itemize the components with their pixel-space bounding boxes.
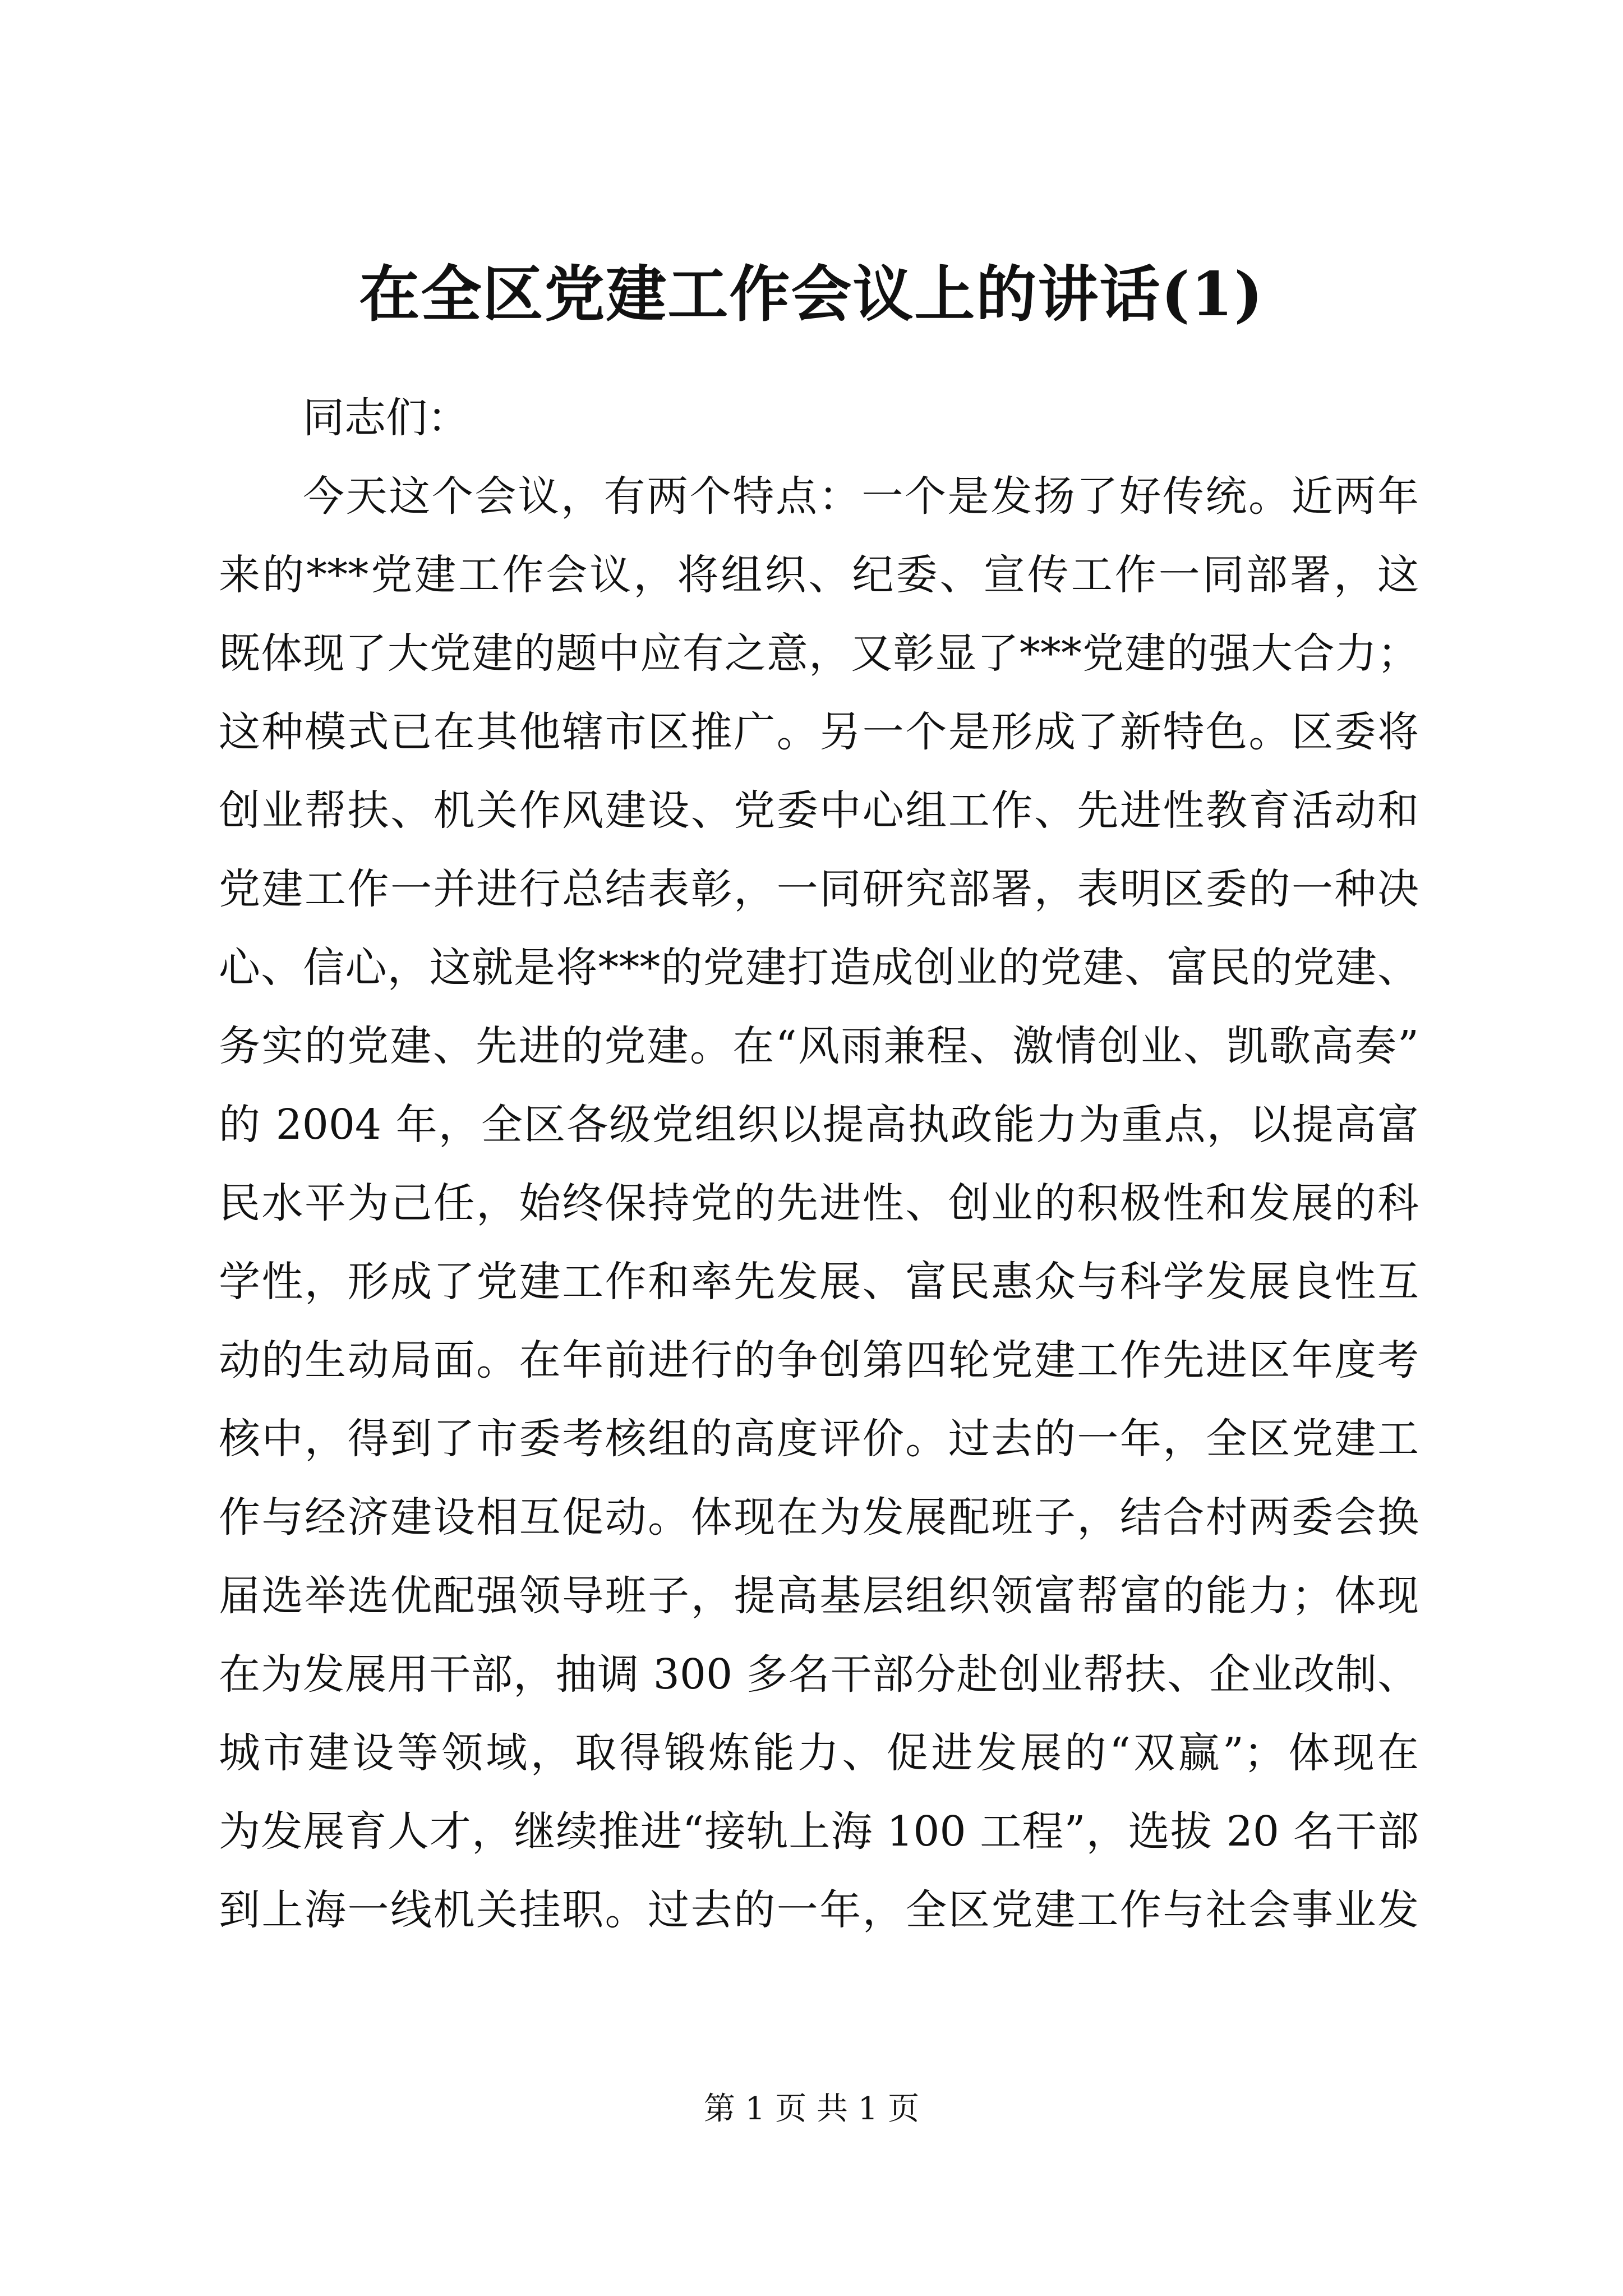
page-footer: 第 1 页 共 1 页: [703, 2091, 920, 2127]
paragraph-line: 动的生动局面。在年前进行的争创第四轮党建工作先进区年度考: [219, 1336, 1419, 1384]
paragraph-line: 核中，得到了市委考核组的高度评价。过去的一年，全区党建工: [219, 1415, 1419, 1463]
paragraph-line: 城市建设等领域，取得锻炼能力、促进发展的“双赢”；体现在: [219, 1729, 1419, 1777]
paragraph-line: 作与经济建设相互促动。体现在为发展配班子，结合村两委会换: [219, 1493, 1419, 1542]
salutation: 同志们：: [303, 394, 469, 442]
paragraph-line: 今天这个会议，有两个特点：一个是发扬了好传统。近两年: [303, 472, 1419, 521]
paragraph-line: 学性，形成了党建工作和率先发展、富民惠众与科学发展良性互: [219, 1258, 1419, 1306]
paragraph-line: 民水平为己任，始终保持党的先进性、创业的积极性和发展的科: [219, 1179, 1419, 1227]
paragraph-line: 务实的党建、先进的党建。在“风雨兼程、激情创业、凯歌高奏”: [219, 1022, 1419, 1070]
paragraph-line: 来的***党建工作会议，将组织、纪委、宣传工作一同部署，这: [219, 551, 1419, 599]
paragraph-line: 党建工作一并进行总结表彰，一同研究部署，表明区委的一种决: [219, 865, 1419, 913]
paragraph-line: 这种模式已在其他辖市区推广。另一个是形成了新特色。区委将: [219, 708, 1419, 756]
document-title: 在全区党建工作会议上的讲话(1): [359, 259, 1264, 330]
paragraph-line: 心、信心，这就是将***的党建打造成创业的党建、富民的党建、: [219, 944, 1419, 992]
paragraph-line: 到上海一线机关挂职。过去的一年，全区党建工作与社会事业发: [219, 1886, 1419, 1934]
paragraph-line: 创业帮扶、机关作风建设、党委中心组工作、先进性教育活动和: [219, 786, 1419, 835]
paragraph-line: 既体现了大党建的题中应有之意，又彰显了***党建的强大合力；: [219, 629, 1419, 678]
paragraph-line: 在为发展用干部，抽调 300 多名干部分赴创业帮扶、企业改制、: [219, 1650, 1419, 1699]
paragraph-line: 为发展育人才，继续推进“接轨上海 100 工程”，选拔 20 名干部: [219, 1807, 1419, 1856]
paragraph-line: 的 2004 年，全区各级党组织以提高执政能力为重点，以提高富: [219, 1101, 1419, 1149]
paragraph-line: 届选举选优配强领导班子，提高基层组织领富帮富的能力；体现: [219, 1572, 1419, 1620]
